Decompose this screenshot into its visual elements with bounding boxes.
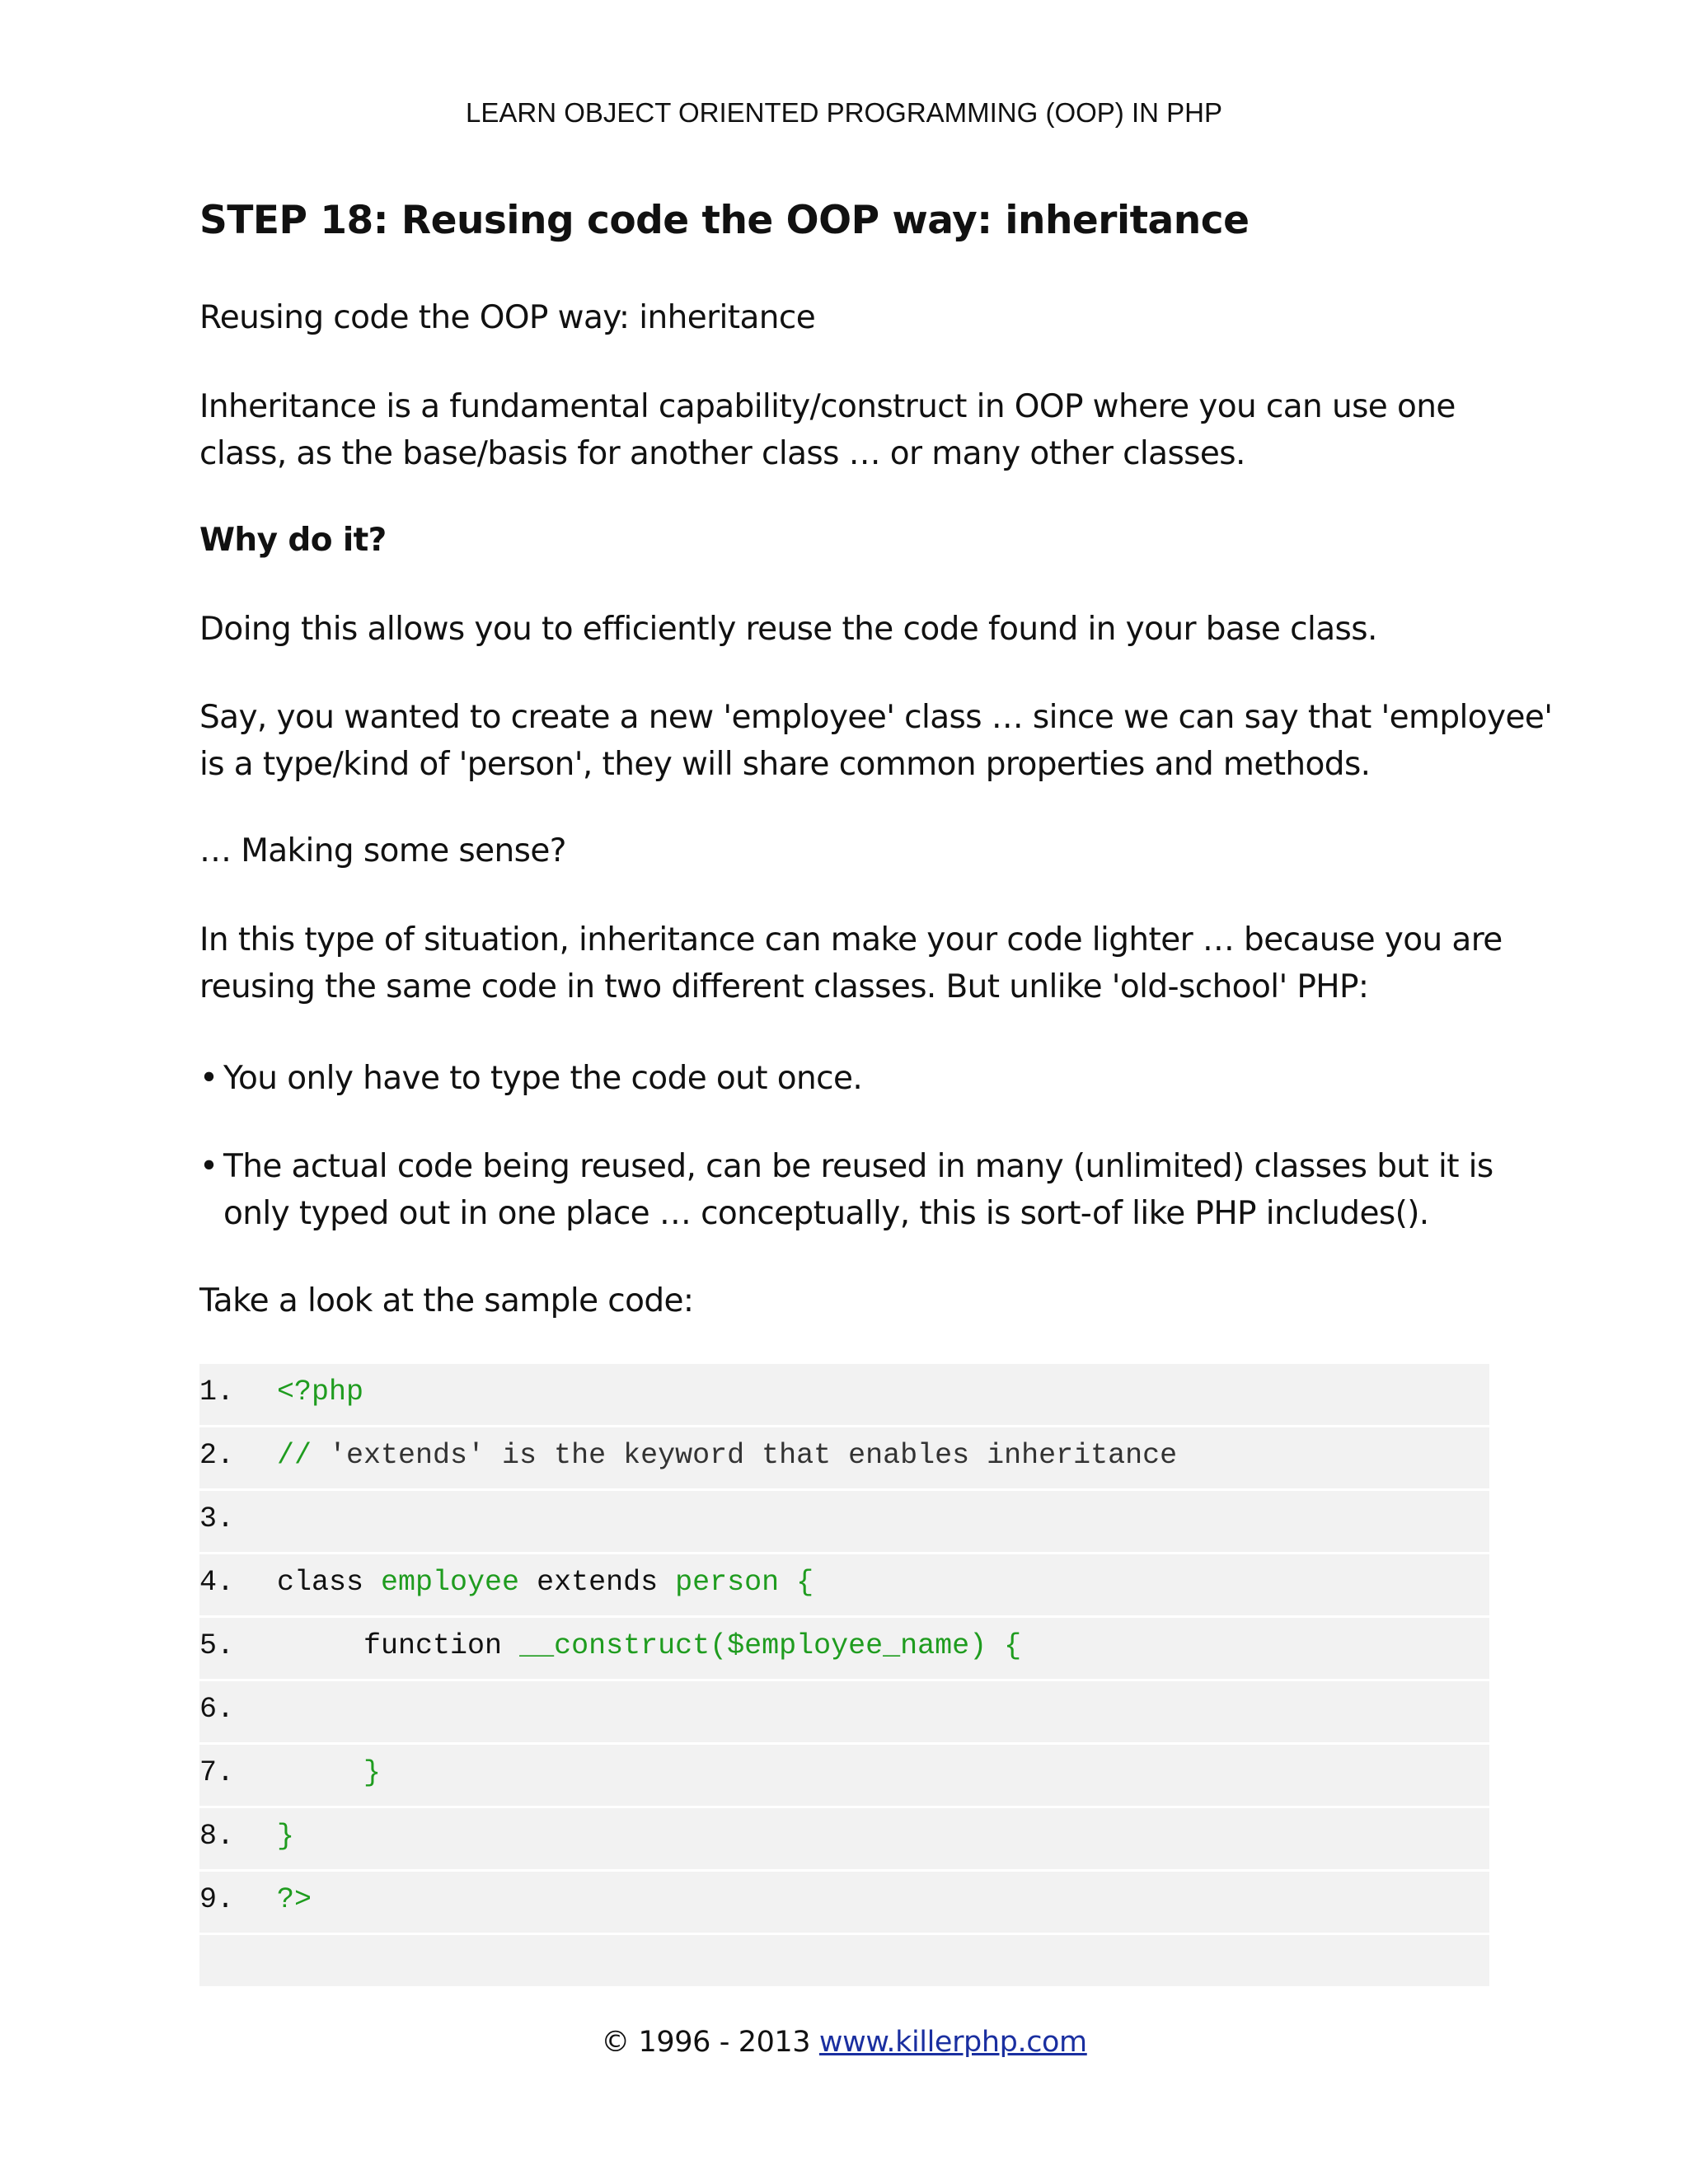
bullet-text-line-1: The actual code being reused, can be reused in many (unlimited) classes but it is [223, 1148, 1493, 1185]
intro-paragraph: Reusing code the OOP way: inheritance [199, 299, 816, 336]
example-paragraph [199, 694, 1552, 788]
code-text [277, 1566, 814, 1599]
definition-line-2: class, as the base/basis for another class … or many other classes. [199, 435, 1245, 472]
copyright-text: © 1996 - 2013 [601, 2026, 819, 2059]
code-line [199, 1745, 1489, 1808]
code-line [199, 1618, 1489, 1681]
situation-line-1: In this type of situation, inheritance can make your code lighter … because you are [199, 921, 1503, 958]
example-line-1: Say, you wanted to create a new 'employee' class … since we can say that 'employee' [199, 699, 1553, 736]
line-number: 2. [199, 1439, 235, 1472]
situation-paragraph [199, 916, 1503, 1010]
why-paragraph: Doing this allows you to efficiently reuse the code found in your base class. [199, 611, 1377, 648]
code-line [199, 1364, 1489, 1427]
code-token: employee [381, 1566, 520, 1599]
line-number: 7. [199, 1756, 235, 1789]
definition-line-1: Inheritance is a fundamental capability/construct in OOP where you can use one [199, 388, 1456, 425]
bullet-text [223, 1143, 1493, 1237]
code-text [277, 1756, 381, 1789]
comment-text: 'extends' is the keyword that enables inheritance [312, 1439, 1178, 1472]
code-text [277, 1439, 1177, 1472]
code-token: person { [675, 1566, 814, 1599]
bullet-text: You only have to type the code out once. [223, 1060, 863, 1097]
why-heading: Why do it? [199, 522, 387, 559]
code-token: ?> [277, 1883, 312, 1916]
code-text [277, 1820, 294, 1853]
comment-marker: // [277, 1439, 312, 1472]
definition-paragraph [199, 383, 1456, 477]
code-token: } [277, 1756, 382, 1789]
situation-line-2: reusing the same code in two different classes. But unlike 'old-school' PHP: [199, 968, 1369, 1005]
bullet-text-line-2: only typed out in one place … conceptually, this is sort-of like PHP includes(). [223, 1195, 1429, 1232]
code-token: class [277, 1566, 382, 1599]
line-number: 3. [199, 1502, 235, 1535]
site-link[interactable]: www.killerphp.com [818, 2026, 1087, 2059]
line-number: 8. [199, 1820, 235, 1853]
making-sense-paragraph: … Making some sense? [199, 832, 566, 869]
bullet-marker: • [199, 1148, 218, 1185]
code-line [199, 1427, 1489, 1491]
code-line [199, 1554, 1489, 1618]
code-token: function [277, 1629, 520, 1662]
code-block [199, 1364, 1489, 1986]
line-number: 4. [199, 1566, 235, 1599]
line-number: 9. [199, 1883, 235, 1916]
code-text [277, 1629, 1021, 1662]
code-token: } [277, 1820, 295, 1853]
line-number: 6. [199, 1693, 235, 1726]
code-text [277, 1376, 363, 1408]
code-line [199, 1491, 1489, 1554]
sample-intro-paragraph: Take a look at the sample code: [199, 1282, 694, 1319]
code-token: __construct($employee_name) { [519, 1629, 1022, 1662]
code-token: <?php [277, 1376, 364, 1408]
code-line [199, 1872, 1489, 1935]
code-line [199, 1808, 1489, 1872]
code-line [199, 1681, 1489, 1745]
line-number: 5. [199, 1629, 235, 1662]
code-token: extends [519, 1566, 676, 1599]
example-line-2: is a type/kind of 'person', they will share common properties and methods. [199, 746, 1371, 783]
code-text [277, 1883, 312, 1916]
footer [0, 2026, 1688, 2059]
line-number: 1. [199, 1376, 235, 1408]
running-header: LEARN OBJECT ORIENTED PROGRAMMING (OOP) IN PHP [466, 97, 1222, 128]
bullet-marker: • [199, 1060, 218, 1097]
page-title: STEP 18: Reusing code the OOP way: inheritance [199, 198, 1250, 243]
